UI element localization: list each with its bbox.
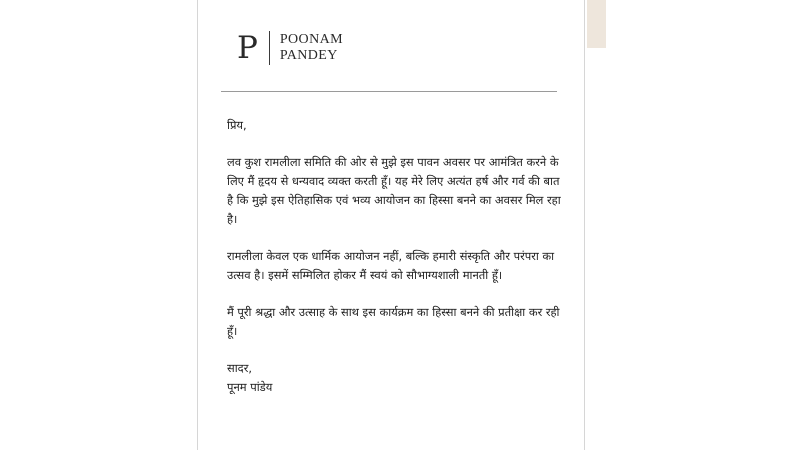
paragraph-1: लव कुश रामलीला समिति की ओर से मुझे इस पावन अवसर पर आमंत्रित करने के लिए मैं हृदय से धन्यवाद व्यक्त करती हूँ। यह मेरे लिए अत्यंत हर्ष और गर्व की बात है कि मुझे इस ऐतिहासिक एवं भव्य आयोजन का हिस्सा बनने का अवसर मिल रहा है। xyxy=(227,155,561,226)
logo-name-last: PANDEY xyxy=(279,48,338,63)
closing: सादर, xyxy=(227,361,252,375)
background-strip xyxy=(587,0,606,48)
logo-divider xyxy=(269,31,270,65)
signature-name: पूनम पांडेय xyxy=(227,380,273,394)
logo-initial: P xyxy=(237,30,258,66)
logo-name-first: POONAM xyxy=(279,32,343,47)
header-divider xyxy=(221,91,557,92)
paragraph-2: रामलीला केवल एक धार्मिक आयोजन नहीं, बल्कि हमारी संस्कृति और परंपरा का उत्सव है। इसमें सम्मिलित होकर मैं स्वयं को सौभाग्यशाली मानती हूँ। xyxy=(227,249,555,282)
salutation: प्रिय, xyxy=(227,118,247,132)
logo-name xyxy=(280,32,343,64)
letterhead-logo xyxy=(237,28,343,68)
letter-body xyxy=(227,116,567,397)
paragraph-3: मैं पूरी श्रद्धा और उत्साह के साथ इस कार्यक्रम का हिस्सा बनने की प्रतीक्षा कर रही हूँ। xyxy=(227,305,560,338)
letter-sheet xyxy=(197,0,585,450)
